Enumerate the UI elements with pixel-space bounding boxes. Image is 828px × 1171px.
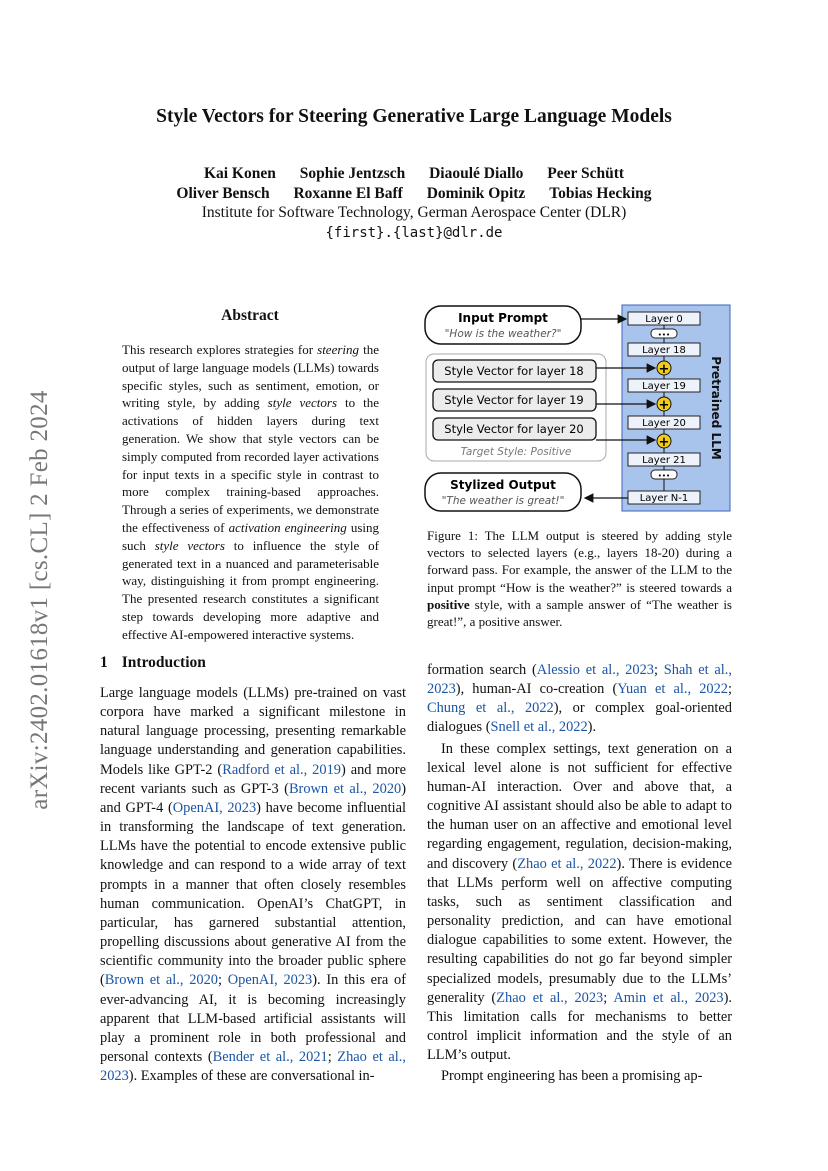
intro-right-column: formation search (Alessio et al., 2023; Shah et al., 2023), human-AI co-creation (Yuan et al., 2022; Chung et al., 2022), or complex goal-oriented dialogues (Snell et al., 2022). In these complex settings, text generation on a lexical level alone is not sufficient for effective human-AI interaction. Over and above that, a cognitive AI assistant should also be able to adapt to the human user on an affective and emotional level regarding engagement, regulation, decision-making, and discovery (Zhao et al., 2022). There is evidence that LLMs perform well on affective computing tasks, such as sentiment classification and personality prediction, and can have emotional dialogue capabilities to some extent. However, the resulting capabilities do not go far beyond simpler specialized models, presumably due to the LLMs’ generality (Zhao et al., 2023; Amin et al., 2023). This limitation calls for mechanisms to better control implicit information and the style of an LLM’s output. Prompt engineering has been a promising ap- xyxy=(427,662,732,1085)
author-name: Tobias Hecking xyxy=(549,185,652,202)
target-style-label: Target Style: Positive xyxy=(460,446,572,458)
layer-20-label: Layer 20 xyxy=(642,418,686,429)
citation-link[interactable]: OpenAI, 2023 xyxy=(172,799,257,816)
citation-link[interactable]: Yuan et al., 2022 xyxy=(617,681,728,698)
author-name: Peer Schütt xyxy=(547,165,625,182)
citation-link[interactable]: Amin et al., 2023 xyxy=(613,989,724,1006)
section-heading-introduction xyxy=(100,654,206,672)
affiliation: Institute for Software Technology, German Aerospace Center (DLR) xyxy=(201,204,627,221)
stylized-output-text: "The weather is great!" xyxy=(441,495,565,507)
style-vector-18-label: Style Vector for layer 18 xyxy=(444,364,584,378)
author-name: Diaoulé Diallo xyxy=(429,165,524,182)
style-vector-20-label: Style Vector for layer 20 xyxy=(444,422,584,436)
layer-n-1-label: Layer N-1 xyxy=(639,493,689,504)
citation-link[interactable]: Alessio et al., 2023 xyxy=(536,662,654,678)
figure-1-diagram xyxy=(422,303,732,518)
author-email[interactable]: {first}.{last}@dlr.de xyxy=(325,225,503,241)
author-name: Kai Konen xyxy=(203,165,276,182)
dots-glyph: ••• xyxy=(657,472,671,480)
arxiv-identifier: arXiv:2402.01618v1 [cs.CL] 2 Feb 2024 xyxy=(26,390,53,810)
citation-link[interactable]: Chung et al., 2022 xyxy=(427,700,554,717)
abstract-heading: Abstract xyxy=(221,307,279,324)
plus-glyph: + xyxy=(658,398,670,413)
stylized-output-title: Stylized Output xyxy=(450,478,556,492)
dots-glyph: ••• xyxy=(657,331,671,339)
style-vector-19-label: Style Vector for layer 19 xyxy=(444,393,584,407)
abstract-body: This research explores strategies for steering the output of large language models (LLMs) towards specific styles, such as sentiment, emotion, or writing style, by adding style vectors to the activations of hidden layers during text generation. We show that style vectors can be simply computed from recorded layer activations for input texts in a specific style in contrast to more complex training-based approaches. Through a series of experiments, we demonstrate the effectiveness of activation engineering using such style vectors to influence the style of generated text in a nuanced and parameterisable way, distinguishing it from prompt engineering. The presented research constitutes a significant step towards developing more adaptive and effective AI-empowered interactive systems. xyxy=(122,342,380,642)
author-name: Sophie Jentzsch xyxy=(299,165,406,182)
citation-link[interactable]: Zhao et al., 2023 xyxy=(100,1048,406,1085)
section-number: 1 xyxy=(100,654,108,671)
author-list xyxy=(0,164,828,204)
paper-title: Style Vectors for Steering Generative Large Language Models xyxy=(156,106,672,127)
plus-glyph: + xyxy=(658,362,670,377)
input-prompt-title: Input Prompt xyxy=(458,311,548,325)
author-name: Dominik Opitz xyxy=(426,185,526,202)
author-name: Roxanne El Baff xyxy=(293,185,403,202)
section-title: Introduction xyxy=(121,654,206,671)
layer-21-label: Layer 21 xyxy=(642,455,686,466)
figure-1-caption: Figure 1: The LLM output is steered by adding style vectors to selected layers (e.g., layers 18-20) during a forward pass. For example, the answer of the LLM to the input prompt “How is the weather?” is steered towards a positive style, with a sample answer of “The weather is great!”, a positive answer. xyxy=(427,528,732,630)
citation-link[interactable]: Radford et al., 2019 xyxy=(222,761,341,778)
citation-link[interactable]: Shah et al., 2023 xyxy=(427,662,732,698)
author-row-2 xyxy=(0,184,828,204)
citation-link[interactable]: Bender et al., 2021 xyxy=(212,1048,328,1065)
llm-label: Pretrained LLM xyxy=(709,356,723,460)
author-name: Oliver Bensch xyxy=(176,185,270,202)
plus-glyph: + xyxy=(658,435,670,450)
intro-left-column: Large language models (LLMs) pre-trained on vast corpora have marked a significant milestone in natural language processing, presenting remarkable language understanding and generation capabilities. Models like GPT-2 (Radford et al., 2019) and more recent variants such as GPT-3 (Brown et al., 2020) and GPT-4 (OpenAI, 2023) have become influential in transforming the landscape of text generation. LLMs have the potential to encode extensive public knowledge and can respond to a wide array of text prompts in a manner that often closely resembles human communication. OpenAI’s ChatGPT, in particular, has garnered substantial attention, propelling discussions about generative AI from the scientific community into the broader public sphere (Brown et al., 2020; OpenAI, 2023). In this era of ever-advancing AI, it is becoming increasingly apparent that LLM-based artificial assistants will play a prominent role in both professional and personal contexts (Bender et al., 2021; Zhao et al., 2023). Examples of these are conversational in- xyxy=(100,685,407,1085)
citation-link[interactable]: Snell et al., 2022 xyxy=(490,719,588,736)
layer-18-label: Layer 18 xyxy=(642,345,686,356)
citation-link[interactable]: OpenAI, 2023 xyxy=(227,972,313,989)
citation-link[interactable]: Zhao et al., 2022 xyxy=(517,855,617,872)
layer-0-label: Layer 0 xyxy=(645,314,683,325)
citation-link[interactable]: Zhao et al., 2023 xyxy=(496,989,604,1006)
author-row-1 xyxy=(0,164,828,184)
input-prompt-text: "How is the weather?" xyxy=(444,328,562,340)
citation-link[interactable]: Brown et al., 2020 xyxy=(288,780,402,797)
citation-link[interactable]: Brown et al., 2020 xyxy=(104,972,218,989)
layer-19-label: Layer 19 xyxy=(642,381,686,392)
